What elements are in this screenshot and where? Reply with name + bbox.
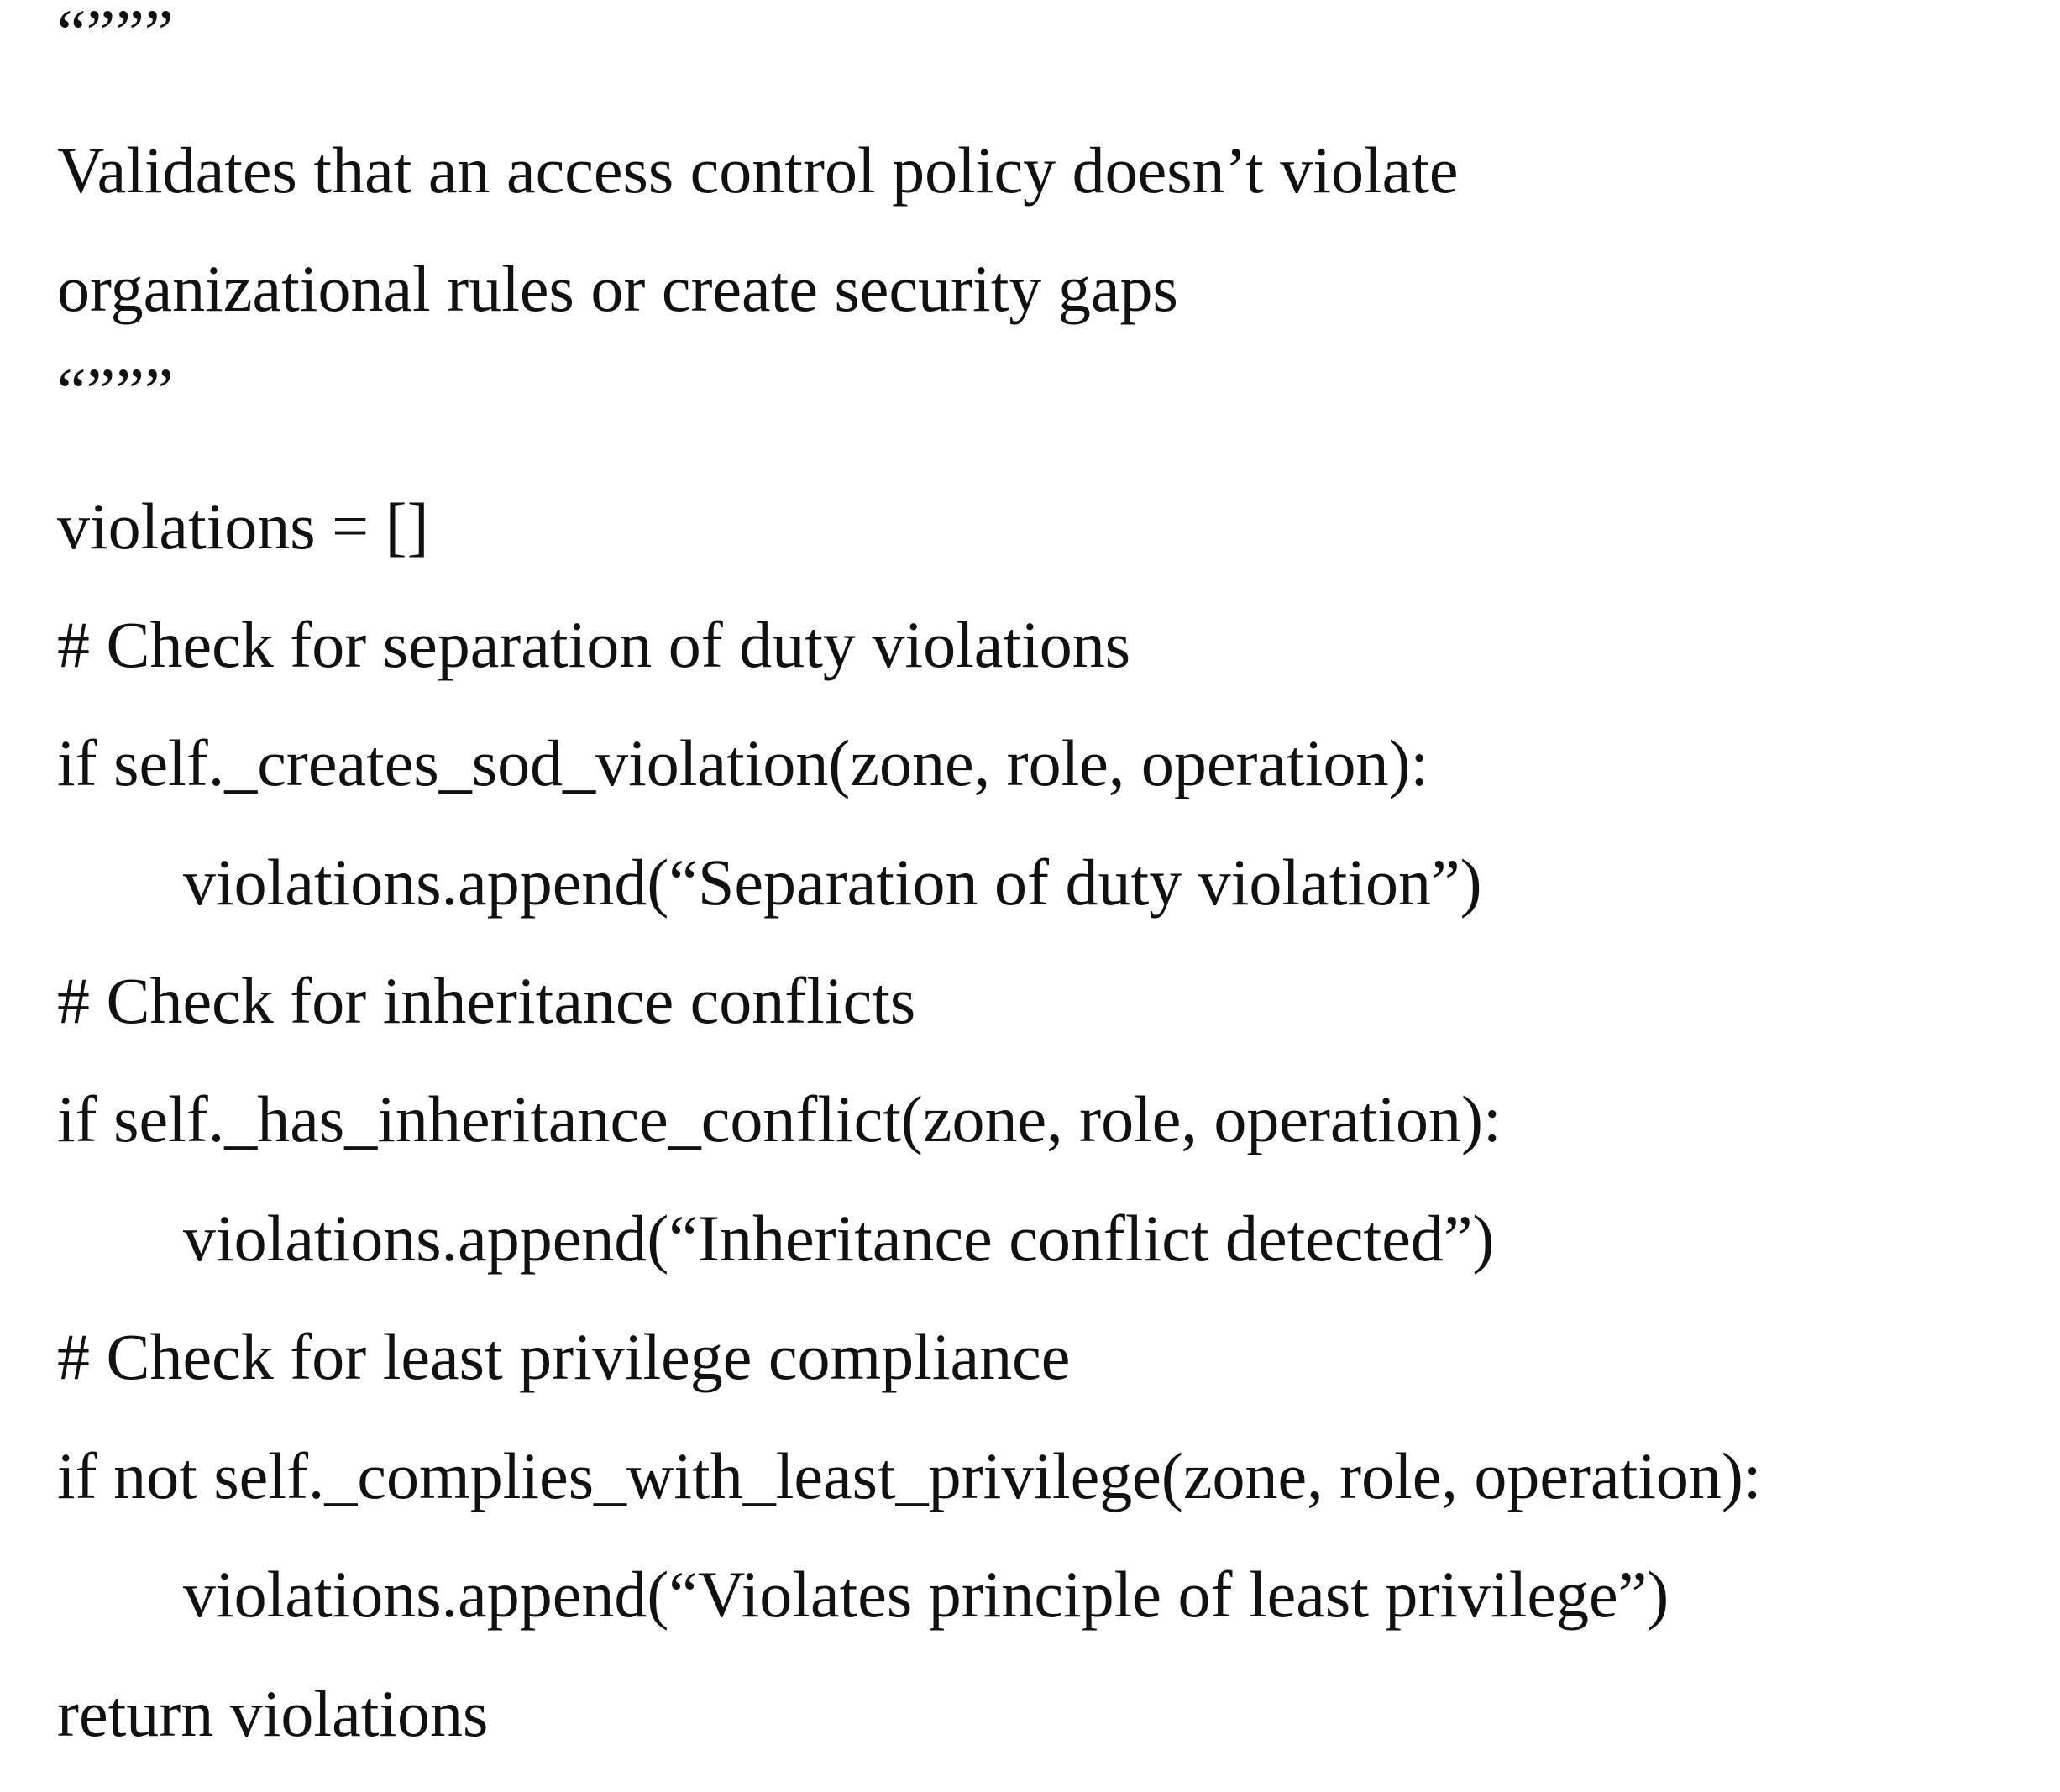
code-line-return: return violations <box>57 1677 489 1750</box>
code-line-append-least-privilege: violations.append(“Violates principle of least privilege”) <box>183 1558 1669 1631</box>
comment-separation-of-duty: # Check for separation of duty violations <box>57 608 1131 681</box>
code-line-violations-init: violations = [] <box>57 490 429 563</box>
docstring-open-quotes: “””” <box>57 0 174 69</box>
code-line-append-sod: violations.append(“Separation of duty violation”) <box>183 846 1482 919</box>
code-line-append-inheritance: violations.append(“Inheritance conflict detected”) <box>183 1202 1495 1275</box>
code-line-if-sod: if self._creates_sod_violation(zone, role, operation): <box>57 726 1429 799</box>
docstring-line-1: Validates that an access control policy doesn’t violate <box>57 134 1459 207</box>
comment-inheritance-conflicts: # Check for inheritance conflicts <box>57 964 916 1037</box>
docstring-close-quotes: “””” <box>57 354 174 427</box>
code-line-if-inheritance: if self._has_inheritance_conflict(zone, role, operation): <box>57 1082 1502 1155</box>
code-line-if-least-privilege: if not self._complies_with_least_privilege(zone, role, operation): <box>57 1439 1762 1512</box>
docstring-line-2: organizational rules or create security gaps <box>57 252 1178 325</box>
comment-least-privilege: # Check for least privilege compliance <box>57 1320 1071 1393</box>
